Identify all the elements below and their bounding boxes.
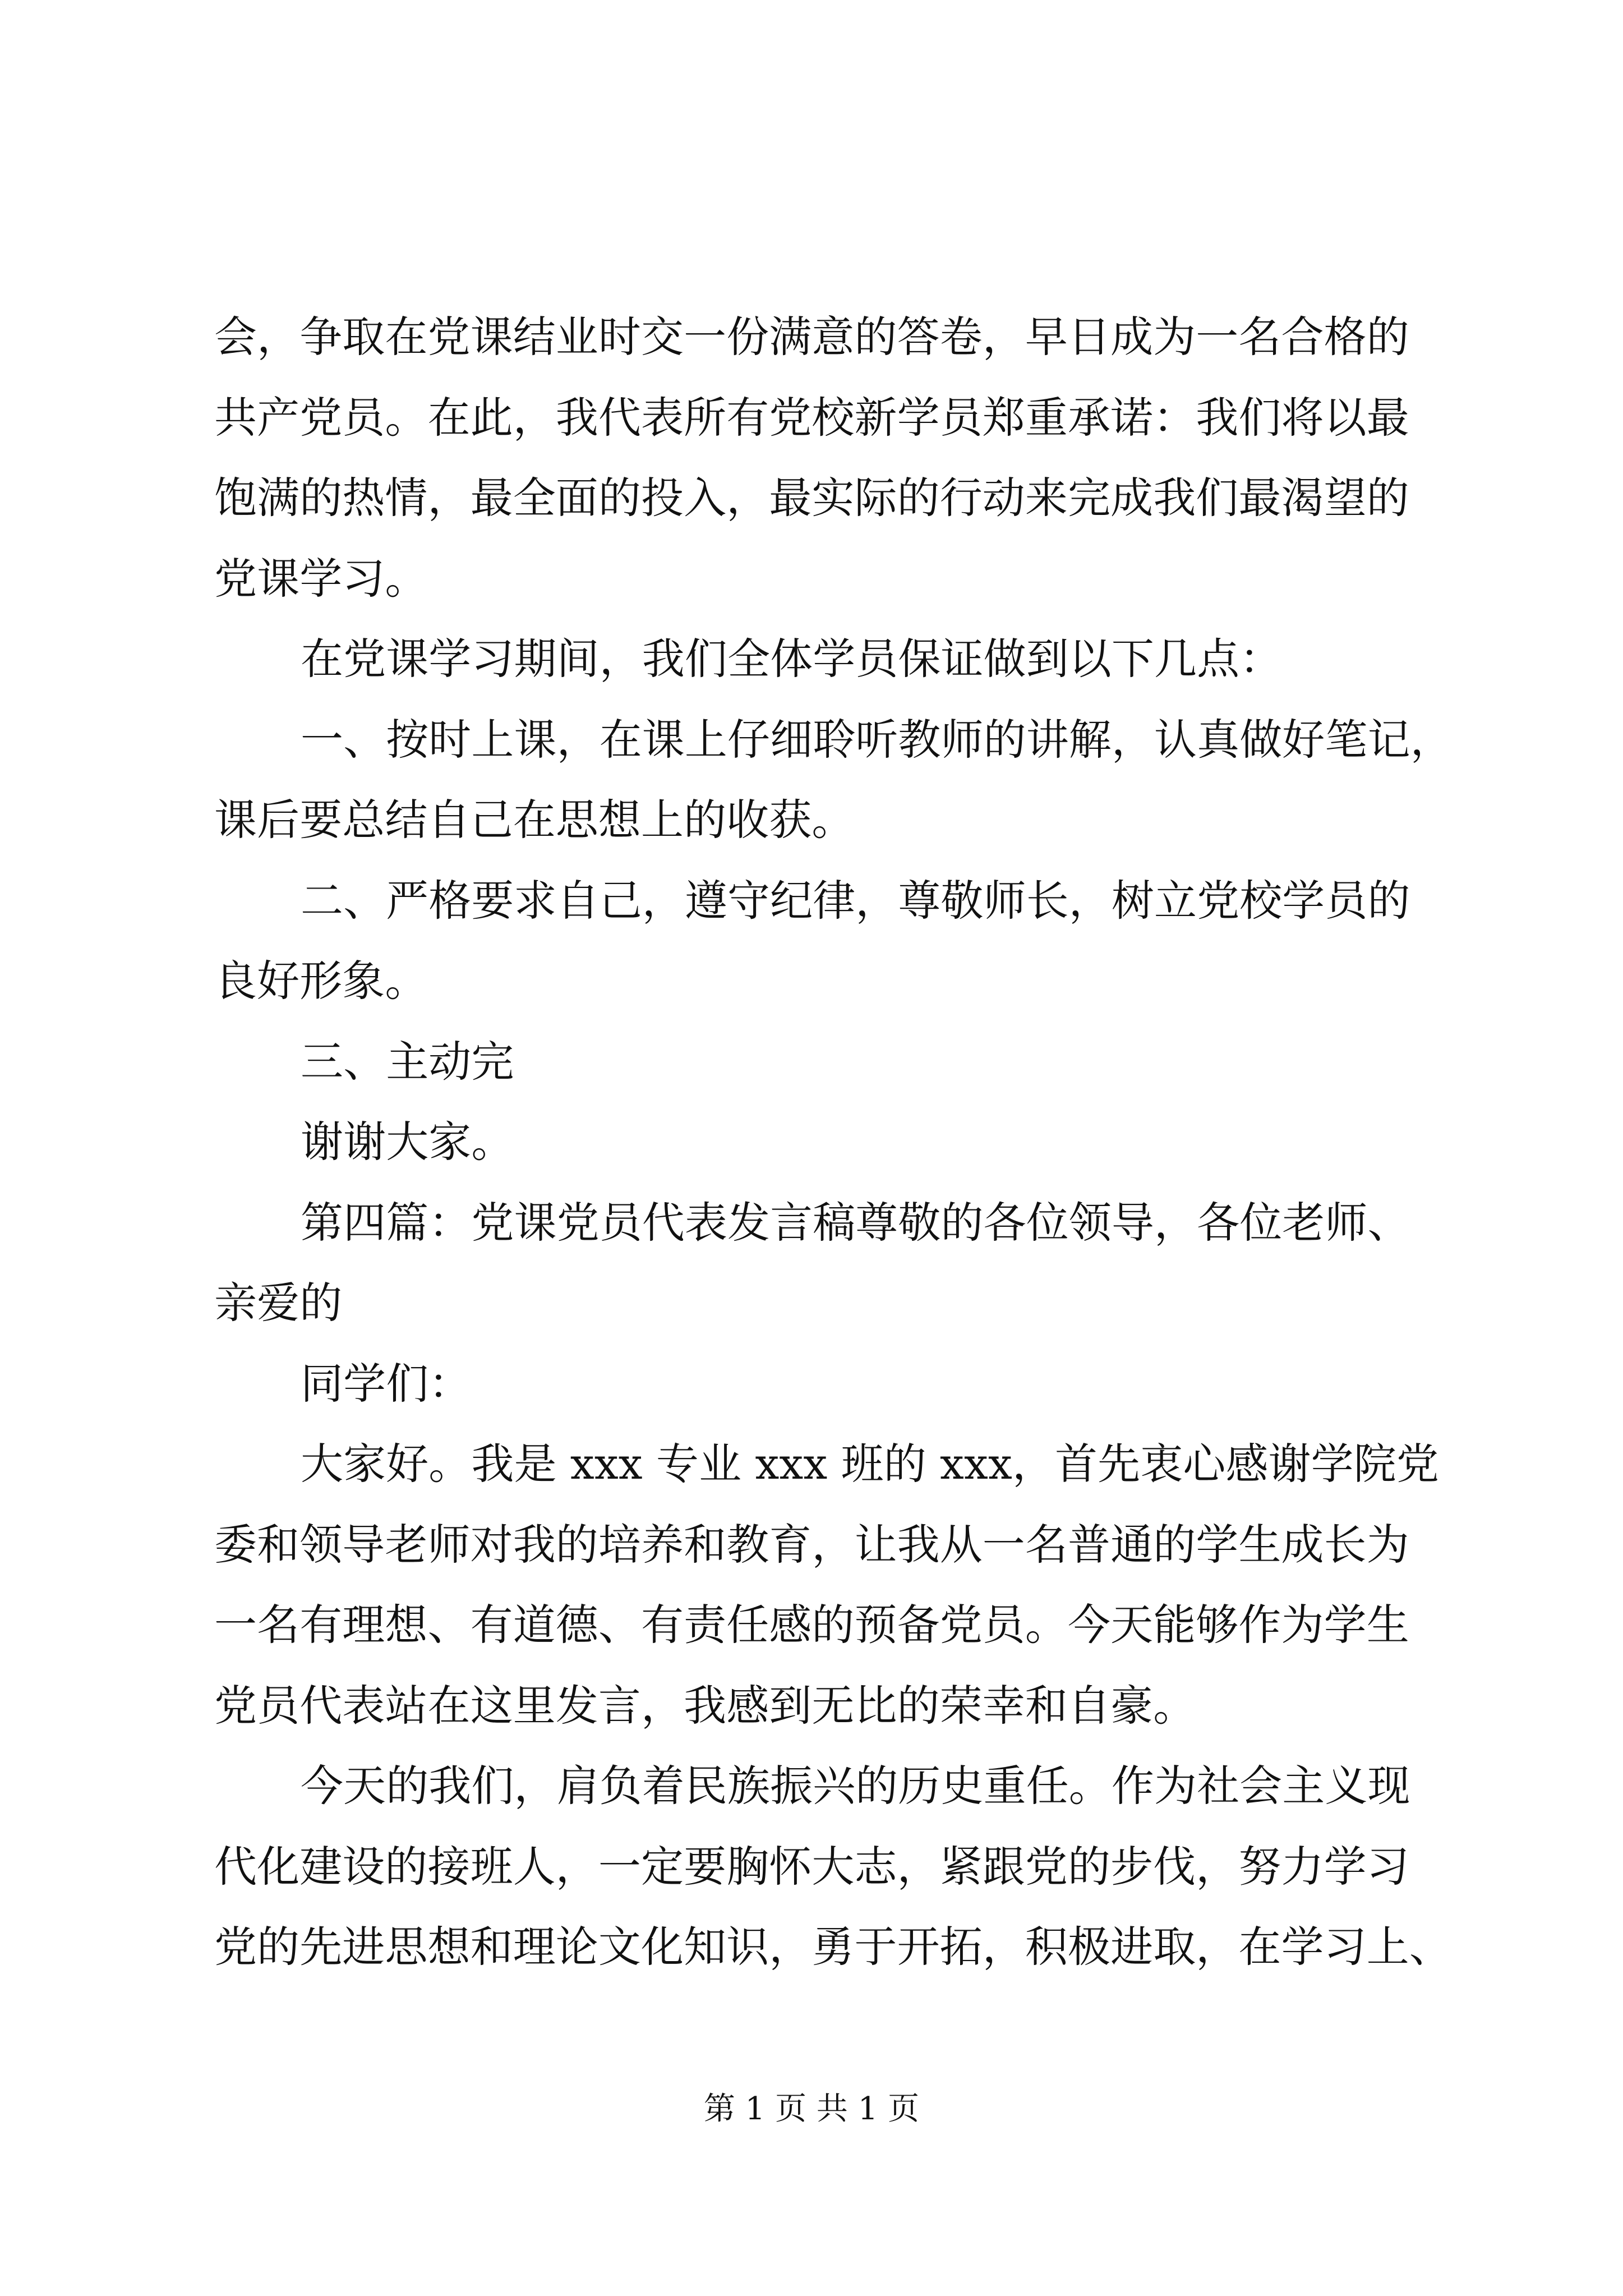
section-heading-line: 亲爱的	[214, 1278, 343, 1328]
body-line: 谢谢大家。	[301, 1117, 514, 1167]
section-heading-line: 第四篇：党课党员代表发言稿尊敬的各位领导，各位老师、	[301, 1198, 1410, 1248]
list-item-line: 三、主动完	[301, 1037, 514, 1087]
body-line: 党的先进思想和理论文化知识，勇于开拓，积极进取，在学习上、	[214, 1922, 1452, 1972]
body-line: 在党课学习期间，我们全体学员保证做到以下几点：	[301, 634, 1283, 684]
body-line: 大家好。我是 xxx 专业 xxx 班的 xxx，首先衷心感谢学院党	[301, 1439, 1439, 1489]
list-item-line: 二、严格要求自己，遵守纪律，尊敬师长，树立党校学员的	[301, 876, 1410, 926]
body-line: 党课学习。	[214, 554, 428, 604]
list-item-line: 课后要总结自己在思想上的收获。	[214, 795, 855, 845]
body-line: 饱满的热情，最全面的投入，最实际的行动来完成我们最渴望的	[214, 473, 1409, 523]
body-line: 委和领导老师对我的培养和教育，让我从一名普通的学生成长为	[214, 1520, 1409, 1570]
body-line: 党员代表站在这里发言，我感到无比的荣幸和自豪。	[214, 1681, 1196, 1731]
page-footer: 第 1 页 共 1 页	[703, 2091, 920, 2127]
body-line: 共产党员。在此，我代表所有党校新学员郑重承诺：我们将以最	[214, 393, 1409, 443]
list-item-line: 良好形象。	[214, 956, 428, 1006]
body-line: 代化建设的接班人，一定要胸怀大志，紧跟党的步伐，努力学习	[214, 1842, 1409, 1892]
salutation-line: 同学们：	[301, 1359, 472, 1409]
list-item-line: 一、按时上课，在课上仔细聆听教师的讲解，认真做好笔记，	[301, 715, 1453, 765]
body-line: 今天的我们，肩负着民族振兴的历史重任。作为社会主义现	[301, 1761, 1410, 1811]
body-line: 会，争取在党课结业时交一份满意的答卷，早日成为一名合格的	[214, 312, 1409, 362]
body-line: 一名有理想、有道德、有责任感的预备党员。今天能够作为学生	[214, 1600, 1409, 1650]
